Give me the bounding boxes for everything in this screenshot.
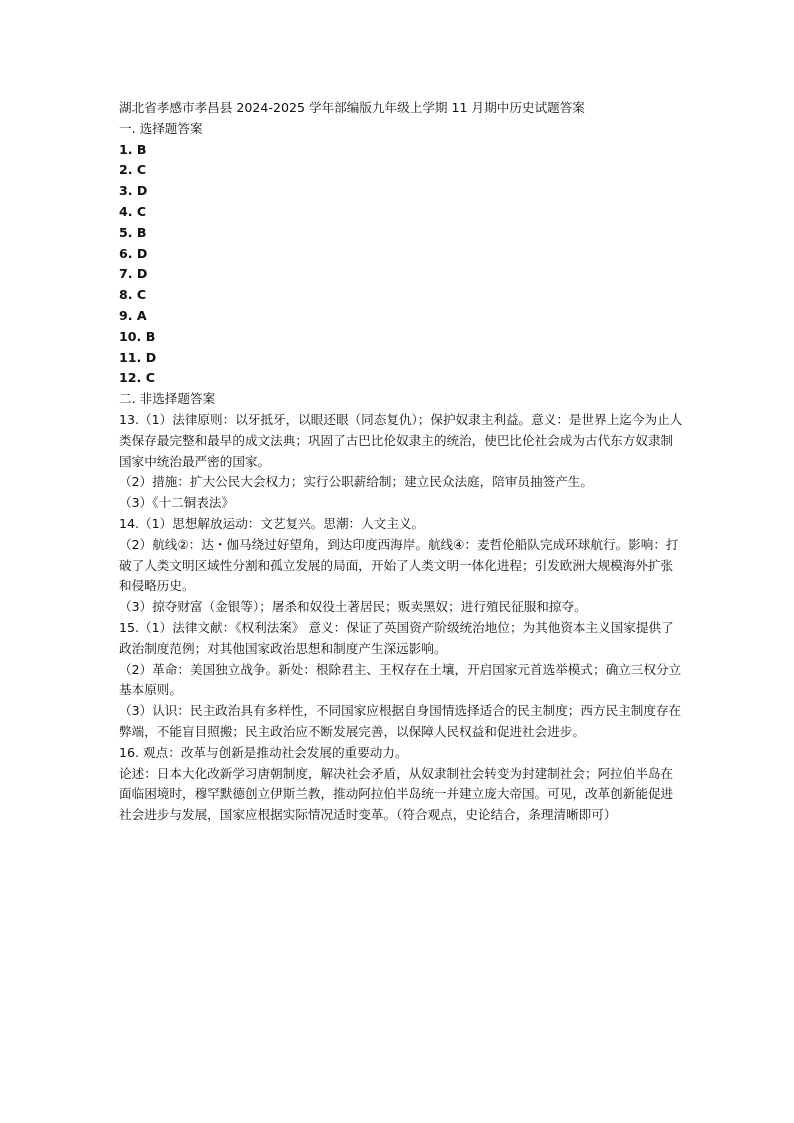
- choice-answer: 9. A: [119, 307, 147, 323]
- choice-answer: 7. D: [119, 266, 148, 282]
- choice-answer: 12. C: [119, 370, 155, 386]
- choice-answer: 4. C: [119, 203, 147, 219]
- choice-answer: 5. B: [119, 224, 147, 240]
- q16-viewpoint: 16. 观点：改革与创新是推动社会发展的重要动力。: [119, 744, 408, 760]
- choice-answer: 6. D: [119, 245, 148, 261]
- section-heading-nonchoice: 二. 非选择题答案: [119, 391, 216, 407]
- choice-answer: 8. C: [119, 287, 147, 303]
- q15-part1: 15.（1）法律文献：《权利法案》 意义：保证了英国资产阶级统治地位；为其他资本主义国家提供了政治制度范例；对其他国家政治思想和制度产生深远影响。: [119, 619, 674, 656]
- choice-answer: 1. B: [119, 141, 147, 157]
- q13-part2: （2）措施：扩大公民大会权力；实行公职薪给制；建立民众法庭，陪审员抽签产生。: [119, 474, 593, 490]
- document-title: 湖北省孝感市孝昌县 2024-2025 学年部编版九年级上学期 11 月期中历史试题答案: [119, 100, 585, 115]
- section-heading-choice: 一. 选择题答案: [119, 120, 203, 136]
- answer-document: [119, 98, 685, 826]
- choice-answer: 10. B: [119, 328, 156, 344]
- choice-answer: 11. D: [119, 349, 157, 365]
- q14-part2: （2）航线②：达・伽马绕过好望角，到达印度西海岸。航线④：麦哲伦船队完成环球航行。影响：打破了人类文明区域性分割和孤立发展的局面，开始了人类文明一体化进程；引发欧洲大规模海外扩张和侵略历史。: [119, 536, 679, 594]
- choice-answer: 2. C: [119, 162, 147, 178]
- q14-part1: 14.（1）思想解放运动：文艺复兴。思潮：人文主义。: [119, 515, 425, 531]
- q15-part2: （2）革命：美国独立战争。新处：根除君主、王权存在土壤，开启国家元首选举模式；确立三权分立基本原则。: [119, 661, 682, 698]
- choice-answer: 3. D: [119, 183, 148, 199]
- q16-argument: 论述：日本大化改新学习唐朝制度，解决社会矛盾，从奴隶制社会转变为封建制社会；阿拉伯半岛在面临困境时，穆罕默德创立伊斯兰教，推动阿拉伯半岛统一并建立庞大帝国。可见，改革创新能促进社会进步与发展，国家应根据实际情况适时变革。（符合观点，史论结合，条理清晰即可）: [119, 765, 674, 823]
- q15-part3: （3）认识：民主政治具有多样性，不同国家应根据自身国情选择适合的民主制度；西方民主制度存在弊端，不能盲目照搬；民主政治应不断发展完善，以保障人民权益和促进社会进步。: [119, 703, 682, 739]
- q13-part3: （3）《十二铜表法》: [119, 495, 235, 511]
- q14-part3: （3）掠夺财富（金银等）；屠杀和奴役土著居民；贩卖黑奴；进行殖民征服和掠夺。: [119, 599, 587, 615]
- q13-part1: 13.（1）法律原则：以牙抵牙，以眼还眼（同态复仇）；保护奴隶主利益。意义：是世界上迄今为止人类保存最完整和最早的成文法典；巩固了古巴比伦奴隶主的统治，使巴比伦社会成为古代东方奴隶制国家中统治最严密的国家。: [119, 411, 683, 469]
